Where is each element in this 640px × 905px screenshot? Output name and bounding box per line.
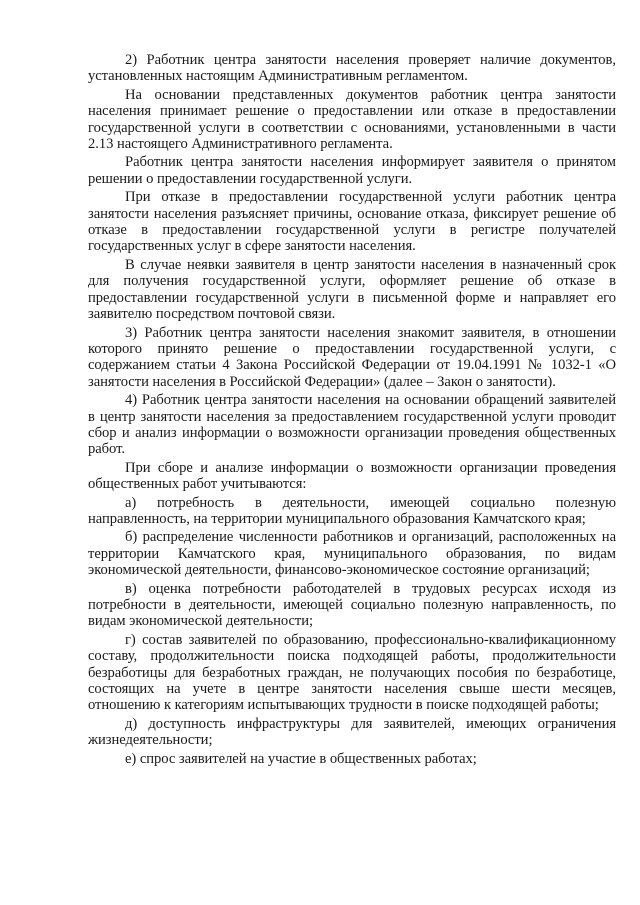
- list-item-g: г) состав заявителей по образованию, профессионально-квалификационному составу, продолжительности поиска подходящей работы, продолжительности безработицы для безработных граждан, не получающих пособия по безработице, состоящих на учете в центре занятости населения свыше шести месяцев, отношению к категориям испытывающих трудности в поиске подходящей работы;: [88, 631, 616, 714]
- paragraph-refusal: При отказе в предоставлении государственной услуги работник центра занятости населения разъясняет причины, основание отказа, фиксирует решение об отказе в предоставлении государственной услуги в регистре получателей государственных услуг в сфере занятости населения.: [88, 189, 616, 255]
- paragraph-criteria-intro: При сборе и анализе информации о возможности организации проведения общественных работ учитываются:: [88, 459, 616, 493]
- list-item-b: б) распределение численности работников и организаций, расположенных на территории Камчатского края, муниципального образования, по видам экономической деятельности, финансово-экономическое состояние организаций;: [88, 529, 616, 579]
- list-item-v: в) оценка потребности работодателей в трудовых ресурсах исходя из потребности в деятельности, имеющей социально полезную направленность, по видам экономической деятельности;: [88, 580, 616, 630]
- paragraph-3-familiarize: 3) Работник центра занятости населения знакомит заявителя, в отношении которого принято решение о предоставлении государственной услуги, с содержанием статьи 4 Закона Российской Федерации от 19.04.1991 № 1032-1 «О занятости населения в Российской Федерации» (далее – Закон о занятости).: [88, 324, 616, 390]
- paragraph-decision: На основании представленных документов работник центра занятости населения принимает решение о предоставлении или отказе в предоставлении государственной услуги в соответствии с основаниями, установленными в части 2.13 настоящего Административного регламента.: [88, 86, 616, 153]
- list-item-d: д) доступность инфраструктуры для заявителей, имеющих ограничения жизнедеятельности;: [88, 715, 616, 749]
- paragraph-no-show: В случае неявки заявителя в центр занятости населения в назначенный срок для получения государственной услуги, оформляет решение об отказе в предоставлении государственной услуги в письменной форме и направляет его заявителю посредством почтовой связи.: [88, 256, 616, 323]
- list-item-e: е) спрос заявителей на участие в общественных работах;: [125, 750, 477, 767]
- list-item-a: а) потребность в деятельности, имеющей социально полезную направленность, на территории муниципального образования Камчатского края;: [88, 494, 616, 527]
- document-page: [88, 52, 616, 769]
- paragraph-2-check-documents: 2) Работник центра занятости населения проверяет наличие документов, установленных настоящим Административным регламентом.: [88, 52, 616, 85]
- paragraph-4-analysis: 4) Работник центра занятости населения на основании обращений заявителей в центр занятости населения за предоставлением государственной услуги проводит сбор и анализ информации о возможности организации проведения общественных работ.: [88, 392, 616, 458]
- paragraph-inform-applicant: Работник центра занятости населения информирует заявителя о принятом решении о предоставлении государственной услуги.: [88, 154, 616, 187]
